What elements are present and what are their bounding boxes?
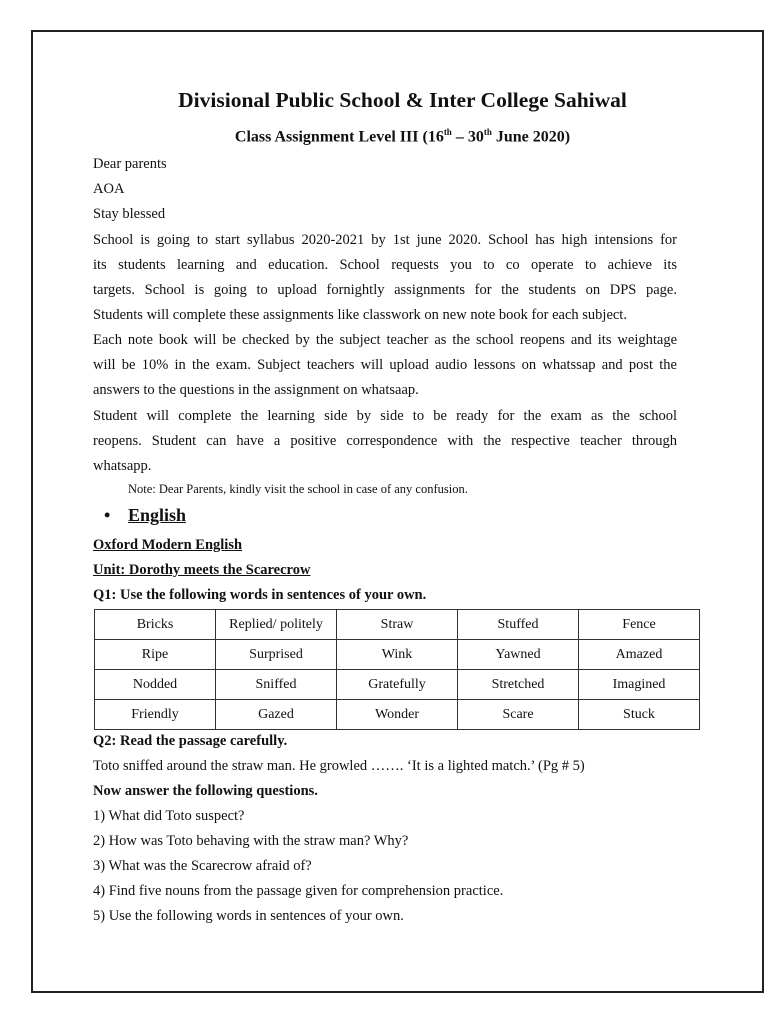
instruction: Now answer the following questions. [93, 783, 318, 799]
table-cell: Bricks [95, 610, 216, 640]
table-cell: Straw [337, 610, 458, 640]
vocabulary-table [94, 609, 700, 730]
school-title: Divisional Public School & Inter College Sahiwal [178, 88, 627, 112]
letter-line: School is going to start syllabus 2020-2021 by 1st june 2020. School has high intensions for [93, 232, 677, 248]
table-row [95, 640, 700, 670]
question-item: 3) What was the Scarecrow afraid of? [93, 858, 312, 874]
table-cell: Yawned [458, 640, 579, 670]
passage: Toto sniffed around the straw man. He growled ……. ‘It is a lighted match.’ (Pg # 5) [93, 758, 585, 774]
blessing: Stay blessed [93, 206, 166, 222]
letter-line: Student will complete the learning side by side to be ready for the exam as the school [93, 408, 677, 424]
question-item: 2) How was Toto behaving with the straw man? Why? [93, 833, 409, 849]
letter-line: Students will complete these assignments like classwork on new note book for each subject. [93, 307, 627, 323]
table-cell: Scare [458, 700, 579, 730]
letter-line: reopens. Student can have a positive correspondence with the respective teacher through [93, 433, 677, 449]
question-item: 5) Use the following words in sentences of your own. [93, 908, 404, 924]
table-cell: Nodded [95, 670, 216, 700]
table-cell: Fence [579, 610, 700, 640]
salutation: Dear parents [93, 156, 167, 172]
table-row [95, 700, 700, 730]
table-cell: Amazed [579, 640, 700, 670]
table-cell: Stuffed [458, 610, 579, 640]
table-cell: Stuck [579, 700, 700, 730]
assignment-subtitle: Class Assignment Level III (16th – 30th June 2020) [234, 127, 571, 146]
book-title: Oxford Modern English [93, 537, 243, 553]
question-item: 4) Find five nouns from the passage given for comprehension practice. [93, 883, 504, 899]
table-cell: Sniffed [216, 670, 337, 700]
table-cell: Gazed [216, 700, 337, 730]
letter-line: targets. School is going to upload fornightly assignments for the students on DPS page. [93, 282, 677, 298]
table-cell: Replied/ politely [216, 610, 337, 640]
letter-line: Each note book will be checked by the subject teacher as the school reopens and its weightage [93, 332, 677, 348]
table-cell: Surprised [216, 640, 337, 670]
table-cell: Gratefully [337, 670, 458, 700]
table-cell: Wink [337, 640, 458, 670]
parent-note: Note: Dear Parents, kindly visit the school in case of any confusion. [128, 482, 468, 496]
table-cell: Ripe [95, 640, 216, 670]
table-cell: Wonder [337, 700, 458, 730]
bullet-icon: • [104, 505, 111, 525]
letter-line: will be 10% in the exam. Subject teachers will upload audio lessons on whatssap and post the [93, 357, 677, 373]
table-cell: Imagined [579, 670, 700, 700]
table-row [95, 670, 700, 700]
question-item: 1) What did Toto suspect? [93, 808, 245, 824]
table-cell: Friendly [95, 700, 216, 730]
unit-title: Unit: Dorothy meets the Scarecrow [93, 562, 311, 578]
letter-line: its students learning and education. School requests you to co operate to achieve its [93, 257, 677, 273]
greeting: AOA [93, 181, 125, 197]
letter-line: answers to the questions in the assignment on whatsaap. [93, 382, 419, 398]
letter-line: whatsapp. [93, 458, 152, 474]
table-row [95, 610, 700, 640]
question-2: Q2: Read the passage carefully. [93, 733, 288, 749]
table-cell: Stretched [458, 670, 579, 700]
question-1: Q1: Use the following words in sentences of your own. [93, 587, 427, 603]
english-heading-text: English [128, 505, 187, 525]
